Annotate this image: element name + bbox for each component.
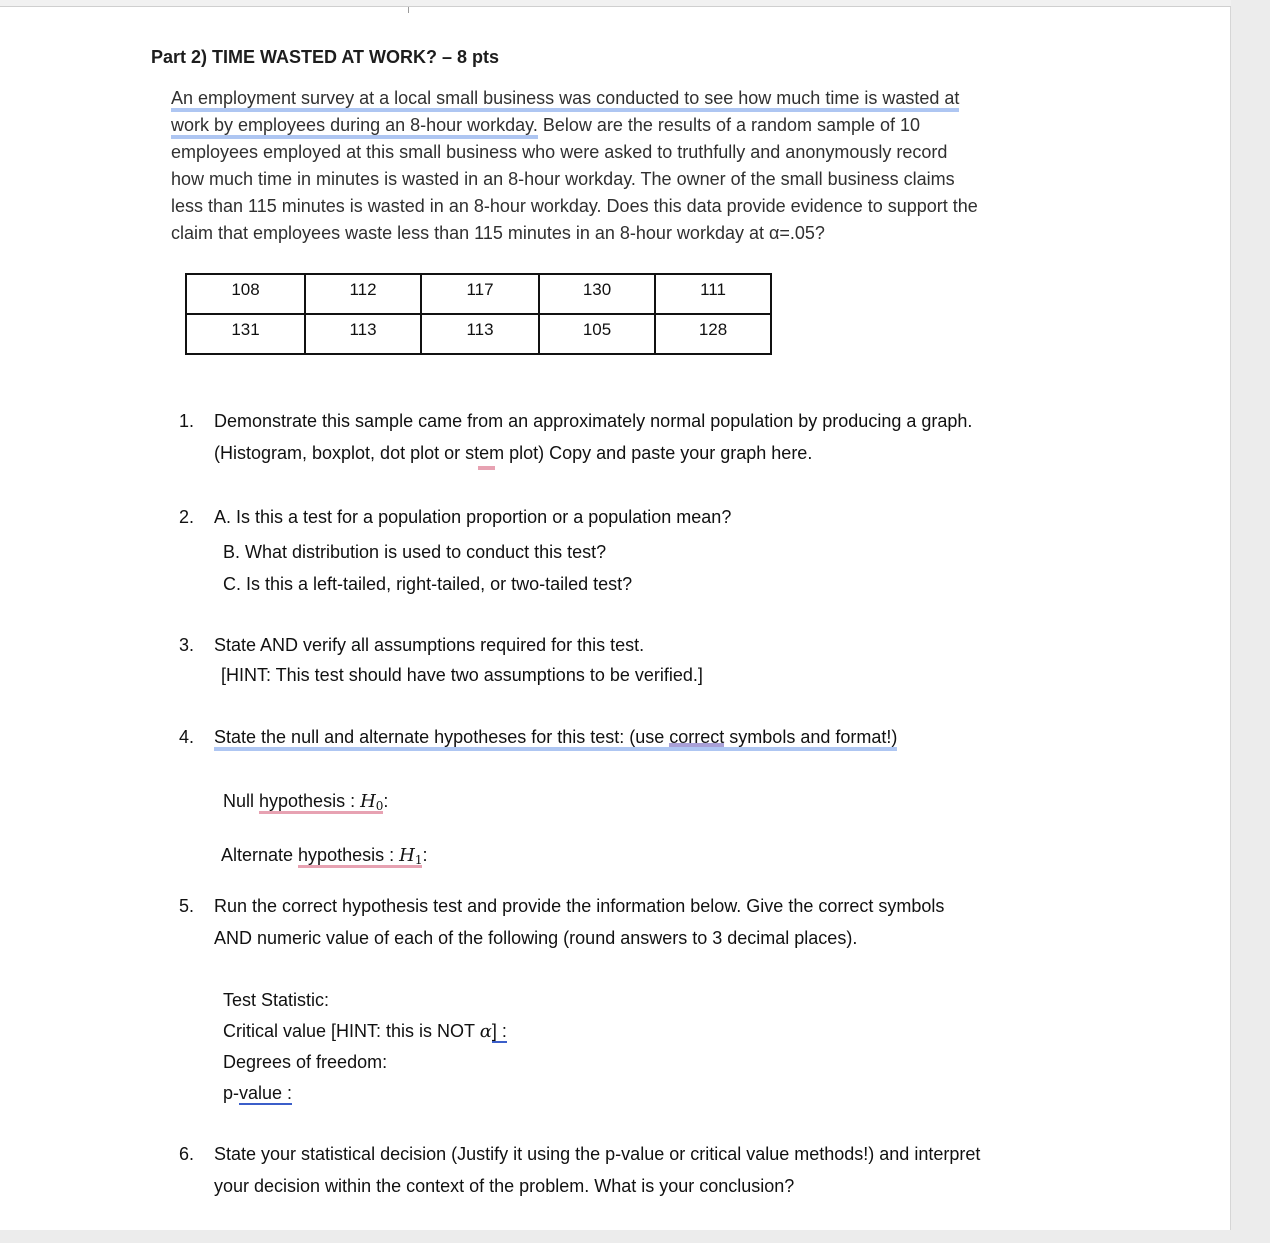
question-number: 3.	[179, 635, 195, 655]
question-3-hint: [HINT: This test should have two assumptions to be verified.]	[221, 665, 703, 685]
null-hypothesis	[223, 786, 388, 821]
grammar-highlight: work by employees during an 8-hour workday.	[171, 115, 538, 139]
question-text-part: correct	[669, 727, 725, 747]
table-cell: 117	[421, 274, 539, 314]
window-gutter	[1231, 0, 1270, 1243]
spelling-underline	[259, 791, 383, 814]
intro-line: less than 115 minutes is wasted in an 8-hour workday. Does this data provide evidence to support the	[171, 196, 978, 216]
colon: :	[422, 845, 428, 865]
question-text-part: (Histogram, boxplot, dot plot	[214, 443, 445, 463]
question-2	[179, 501, 731, 533]
alt-label: Alternate	[221, 845, 299, 865]
p-prefix: p-	[223, 1083, 240, 1103]
grammar-underline: value :	[239, 1083, 293, 1103]
p-value-label	[223, 1078, 292, 1108]
question-text-part: or	[444, 443, 461, 463]
data-table	[185, 273, 772, 355]
null-label: Null	[223, 791, 260, 811]
h1-subscript: 1	[414, 853, 423, 867]
ruler-tick	[408, 7, 409, 13]
question-text	[214, 721, 897, 753]
intro-paragraph	[171, 85, 1101, 247]
grammar-underline	[492, 1021, 507, 1043]
h0-subscript: 0	[375, 799, 384, 813]
question-5	[179, 890, 944, 954]
table-cell: 131	[186, 314, 305, 354]
question-text-part: State the null and alternate hypotheses for this test: (use	[214, 727, 670, 747]
question-number: 1.	[179, 411, 195, 431]
colon: :	[501, 1021, 507, 1041]
table-cell: 113	[421, 314, 539, 354]
table-cell: 105	[539, 314, 655, 354]
question-text-part: stem plot) Copy and paste your graph here.	[460, 443, 813, 463]
question-2c: C. Is this a left-tailed, right-tailed, or two-tailed test?	[223, 574, 633, 594]
alternate-hypothesis	[221, 840, 427, 875]
spelling-mark	[478, 466, 495, 470]
question-text-part: symbols and format!)	[724, 727, 898, 747]
document-page	[0, 6, 1231, 1231]
h1-symbol: H	[399, 845, 415, 866]
question-4	[179, 721, 897, 753]
table-cell: 108	[186, 274, 305, 314]
critical-value-label	[223, 1016, 507, 1047]
question-text: Demonstrate this sample came from an approximately normal population by producing a graph.	[214, 411, 973, 431]
colon: :	[383, 791, 389, 811]
table-cell: 112	[305, 274, 421, 314]
intro-line	[171, 112, 1101, 139]
question-1	[179, 405, 972, 469]
bracket: ]	[491, 1021, 497, 1041]
critical-text: Critical value [HINT: this is NOT	[223, 1021, 480, 1041]
question-text	[214, 437, 972, 469]
question-text: State your statistical decision (Justify it using the p-value or critical value methods!) and interpret	[214, 1144, 981, 1164]
question-text: AND numeric value of each of the following (round answers to 3 decimal places).	[214, 928, 858, 948]
question-number: 6.	[179, 1144, 195, 1164]
question-text: State AND verify all assumptions required for this test.	[214, 635, 645, 655]
question-6	[179, 1138, 980, 1202]
question-number: 4.	[179, 727, 195, 747]
null-word: hypothesis :	[259, 791, 361, 811]
intro-line	[171, 85, 1101, 112]
table-cell: 128	[655, 314, 771, 354]
intro-line: claim that employees waste less than 115 minutes in an 8-hour workday at α=.05?	[171, 223, 825, 243]
window-gutter-bottom	[0, 1230, 1270, 1243]
intro-line: employees employed at this small business who were asked to truthfully and anonymously record	[171, 142, 948, 162]
question-3	[179, 629, 644, 661]
table-cell: 111	[655, 274, 771, 314]
alpha-symbol: α	[479, 1021, 492, 1042]
table-row	[186, 314, 771, 354]
question-number: 2.	[179, 507, 195, 527]
alt-word: hypothesis :	[298, 845, 400, 865]
table-cell: 130	[539, 274, 655, 314]
spelling-underline	[298, 845, 422, 868]
intro-line: how much time in minutes is wasted in an 8-hour workday. The owner of the small business claims	[171, 169, 955, 189]
test-statistic-label: Test Statistic:	[223, 990, 330, 1010]
grammar-highlight: An employment survey at a local small business was conducted to see how much time is wasted at	[171, 88, 959, 112]
grammar-highlight	[214, 727, 897, 751]
table-cell: 113	[305, 314, 421, 354]
degrees-of-freedom-label: Degrees of freedom:	[223, 1052, 388, 1072]
part-title: Part 2) TIME WASTED AT WORK? – 8 pts	[151, 47, 500, 67]
question-number: 5.	[179, 896, 195, 916]
question-text: A. Is this a test for a population proportion or a population mean?	[214, 507, 732, 527]
question-text: Run the correct hypothesis test and provide the information below. Give the correct symbols	[214, 896, 945, 916]
question-text: your decision within the context of the problem. What is your conclusion?	[214, 1176, 795, 1196]
intro-line-text: Below are the results of a random sample of 10	[537, 115, 921, 135]
table-row	[186, 274, 771, 314]
h0-symbol: H	[360, 791, 376, 812]
question-2b: B. What distribution is used to conduct this test?	[223, 542, 607, 562]
